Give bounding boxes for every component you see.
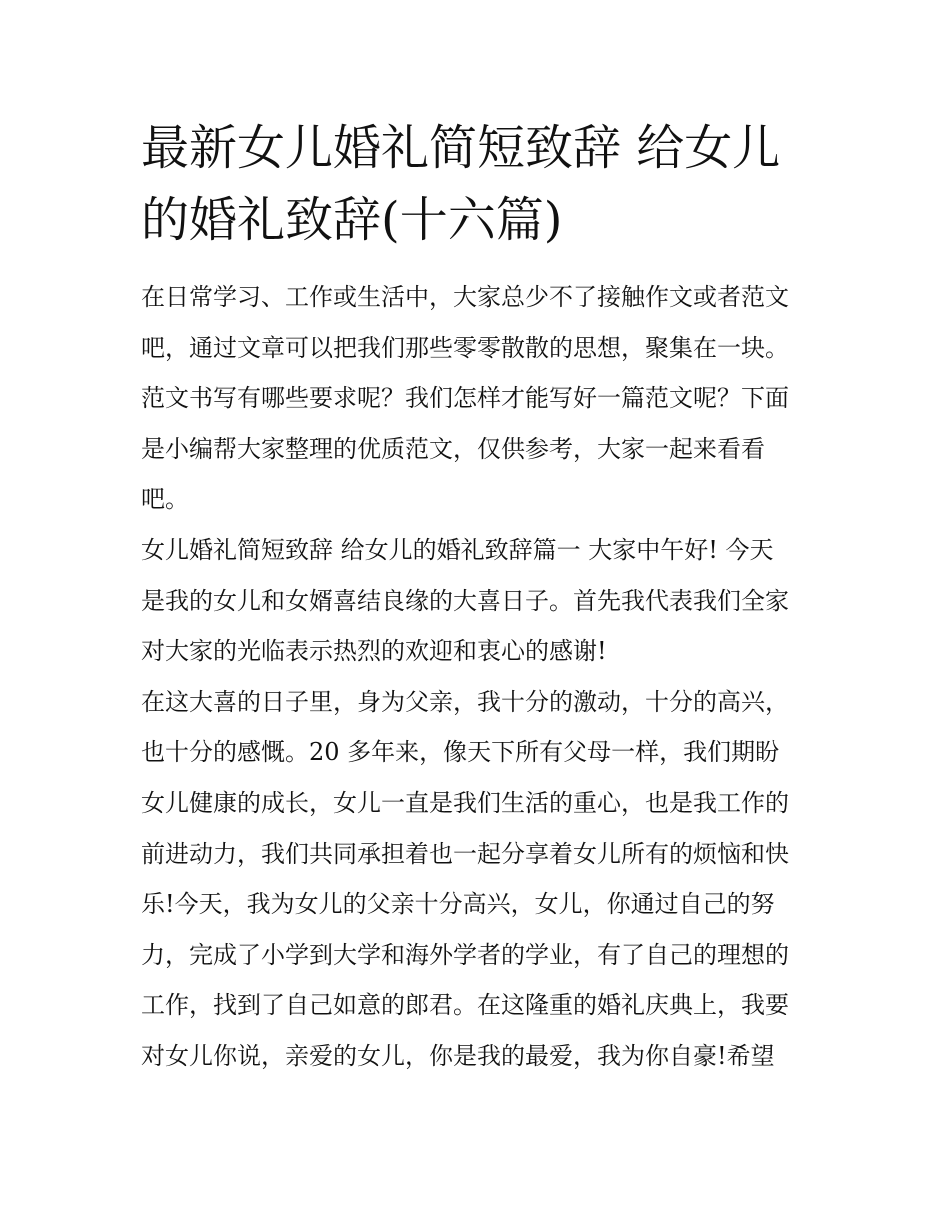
text-line: 吧，通过文章可以把我们那些零零散散的思想，聚集在一块。 <box>141 333 789 362</box>
text-line: 乐!今天，我为女儿的父亲十分高兴，女儿，你通过自己的努 <box>141 890 775 919</box>
text-line: 是小编帮大家整理的优质范文，仅供参考，大家一起来看看 <box>141 434 765 463</box>
text-line: 力，完成了小学到大学和海外学者的学业，有了自己的理想的 <box>141 940 789 969</box>
paragraph-intro <box>141 272 813 525</box>
title-line: 最新女儿婚礼简短致辞 给女儿 <box>141 120 781 176</box>
paragraph-speech-opening <box>141 525 813 677</box>
document-content <box>141 112 813 1082</box>
text-line: 在这大喜的日子里，身为父亲，我十分的激动，十分的高兴， <box>141 687 789 716</box>
text-line: 范文书写有哪些要求呢？我们怎样才能写好一篇范文呢？下面 <box>141 384 789 413</box>
text-line: 工作，找到了自己如意的郎君。在这隆重的婚礼庆典上，我要 <box>141 991 789 1020</box>
text-line: 女儿婚礼简短致辞 给女儿的婚礼致辞篇一 大家中午好! 今天 <box>141 535 774 564</box>
title-line: 的婚礼致辞(十六篇) <box>141 192 563 248</box>
paragraph-speech-body <box>141 677 813 1082</box>
document-body <box>141 272 813 1082</box>
text-line: 也十分的感慨。20 多年来，像天下所有父母一样，我们期盼 <box>141 738 780 767</box>
document-title <box>141 112 813 256</box>
text-line: 女儿健康的成长，女儿一直是我们生活的重心，也是我工作的 <box>141 788 789 817</box>
text-line: 对大家的光临表示热烈的欢迎和衷心的感谢! <box>141 637 607 666</box>
text-line: 是我的女儿和女婿喜结良缘的大喜日子。首先我代表我们全家 <box>141 586 789 615</box>
text-line: 前进动力，我们共同承担着也一起分享着女儿所有的烦恼和快 <box>141 839 789 868</box>
text-line: 对女儿你说，亲爱的女儿，你是我的最爱，我为你自豪!希望 <box>141 1041 775 1070</box>
text-line: 在日常学习、工作或生活中，大家总少不了接触作文或者范文 <box>141 283 789 311</box>
text-line: 吧。 <box>141 485 189 514</box>
